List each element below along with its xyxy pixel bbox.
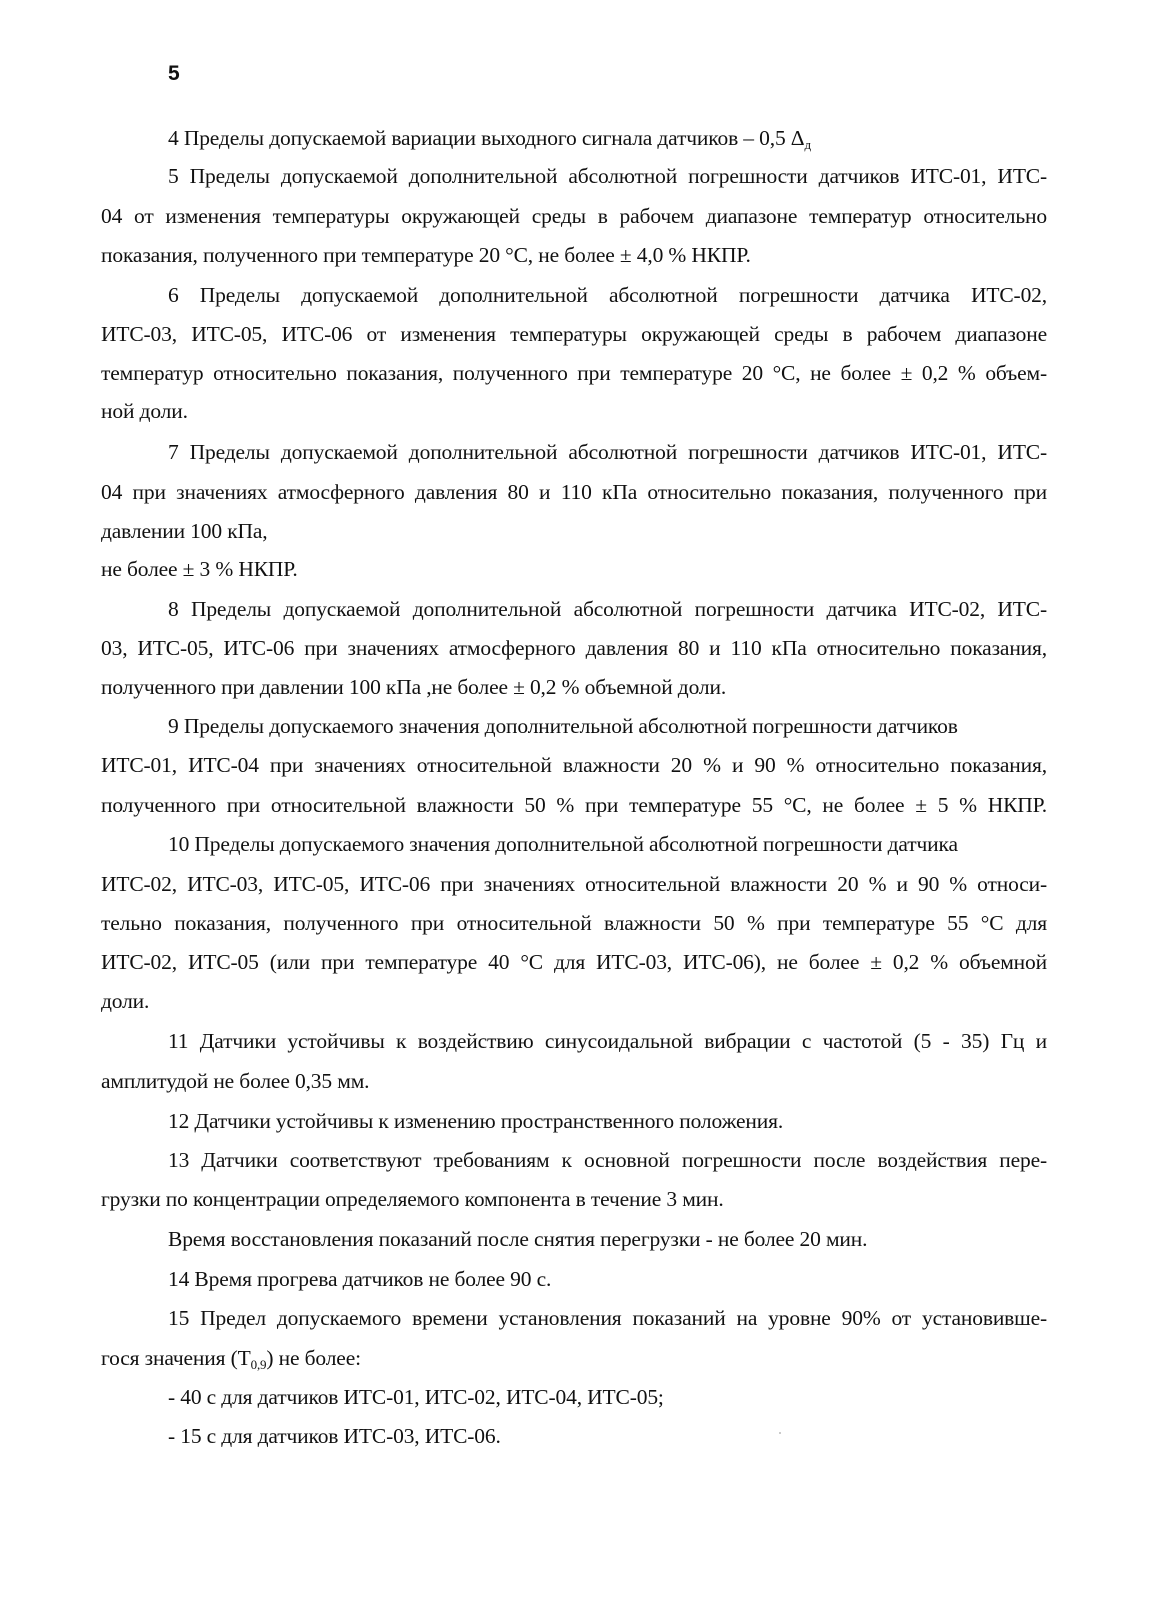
item-15-line-1: 15 Предел допускаемого времени установления показаний на уровне 90% от установивше- — [168, 1306, 1047, 1330]
item-10-line-5: доли. — [101, 989, 150, 1013]
item-8-line-1: 8 Пределы допускаемой дополнительной абсолютной погрешности датчика ИТС-02, ИТС- — [168, 597, 1047, 621]
item-7-line-2: 04 при значениях атмосферного давления 80 и 110 кПа относительно показания, полученного при — [101, 480, 1047, 504]
item-9-line-2: ИТС-01, ИТС-04 при значениях относительной влажности 20 % и 90 % относительно показания, — [101, 753, 1047, 777]
item-10-line-2: ИТС-02, ИТС-03, ИТС-05, ИТС-06 при значениях относительной влажности 20 % и 90 % относи- — [101, 872, 1047, 896]
item-8-line-3: полученного при давлении 100 кПа ,не более ± 0,2 % объемной доли. — [101, 675, 727, 699]
item-5-line-3: показания, полученного при температуре 20 °С, не более ± 4,0 % НКПР. — [101, 243, 751, 267]
item-15-line-2 — [101, 1346, 361, 1373]
item-11-line-2: амплитудой не более 0,35 мм. — [101, 1069, 370, 1093]
text: 4 Пределы допускаемой вариации выходного сигнала датчиков – 0,5 Δ — [168, 126, 805, 150]
item-9-line-3: полученного при относительной влажности 50 % при температуре 55 °С, не более ± 5 % НКПР. — [101, 793, 1047, 817]
item-6-line-2: ИТС-03, ИТС-05, ИТС-06 от изменения температуры окружающей среды в рабочем диапазоне — [101, 322, 1047, 346]
scan-speck — [779, 1432, 781, 1434]
item-8-line-2: 03, ИТС-05, ИТС-06 при значениях атмосферного давления 80 и 110 кПа относительно показания, — [101, 636, 1047, 660]
item-5-line-2: 04 от изменения температуры окружающей среды в рабочем диапазоне температур относительно — [101, 204, 1047, 228]
item-13-line-2: грузки по концентрации определяемого компонента в течение 3 мин. — [101, 1187, 724, 1211]
item-5-line-1: 5 Пределы допускаемой дополнительной абсолютной погрешности датчиков ИТС-01, ИТС- — [168, 164, 1047, 188]
item-11-line-1: 11 Датчики устойчивы к воздействию синусоидальной вибрации с частотой (5 - 35) Гц и — [168, 1029, 1047, 1053]
item-7-line-4: не более ± 3 % НКПР. — [101, 557, 298, 581]
subscript: д — [804, 137, 811, 152]
text: гося значения (T — [101, 1346, 251, 1370]
item-13-line-1: 13 Датчики соответствуют требованиям к основной погрешности после воздействия пере- — [168, 1148, 1047, 1172]
item-15-bullet-2: - 15 с для датчиков ИТС-03, ИТС-06. — [168, 1424, 501, 1448]
item-10-line-1: 10 Пределы допускаемого значения дополнительной абсолютной погрешности датчика — [168, 832, 958, 856]
item-7-line-3: давлении 100 кПа, — [101, 519, 268, 543]
subscript: 0,9 — [250, 1357, 267, 1372]
item-6-line-1: 6 Пределы допускаемой дополнительной абсолютной погрешности датчика ИТС-02, — [168, 283, 1047, 307]
item-10-line-4: ИТС-02, ИТС-05 (или при температуре 40 °С для ИТС-03, ИТС-06), не более ± 0,2 % объемной — [101, 950, 1047, 974]
item-10-line-3: тельно показания, полученного при относительной влажности 50 % при температуре 55 °С для — [101, 911, 1047, 935]
item-6-line-4: ной доли. — [101, 399, 188, 423]
item-12-line-1: 12 Датчики устойчивы к изменению пространственного положения. — [168, 1109, 784, 1133]
item-15-bullet-1: - 40 с для датчиков ИТС-01, ИТС-02, ИТС-04, ИТС-05; — [168, 1385, 664, 1409]
item-13-recovery-line: Время восстановления показаний после снятия перегрузки - не более 20 мин. — [168, 1227, 868, 1251]
item-6-line-3: температур относительно показания, полученного при температуре 20 °С, не более ± 0,2 % объем- — [101, 361, 1047, 385]
item-14-line-1: 14 Время прогрева датчиков не более 90 с. — [168, 1267, 552, 1291]
text: ) не более: — [266, 1346, 361, 1370]
item-7-line-1: 7 Пределы допускаемой дополнительной абсолютной погрешности датчиков ИТС-01, ИТС- — [168, 440, 1047, 464]
item-4-line-1 — [168, 126, 811, 153]
item-9-line-1: 9 Пределы допускаемого значения дополнительной абсолютной погрешности датчиков — [168, 714, 958, 738]
page-number: 5 — [168, 62, 180, 85]
